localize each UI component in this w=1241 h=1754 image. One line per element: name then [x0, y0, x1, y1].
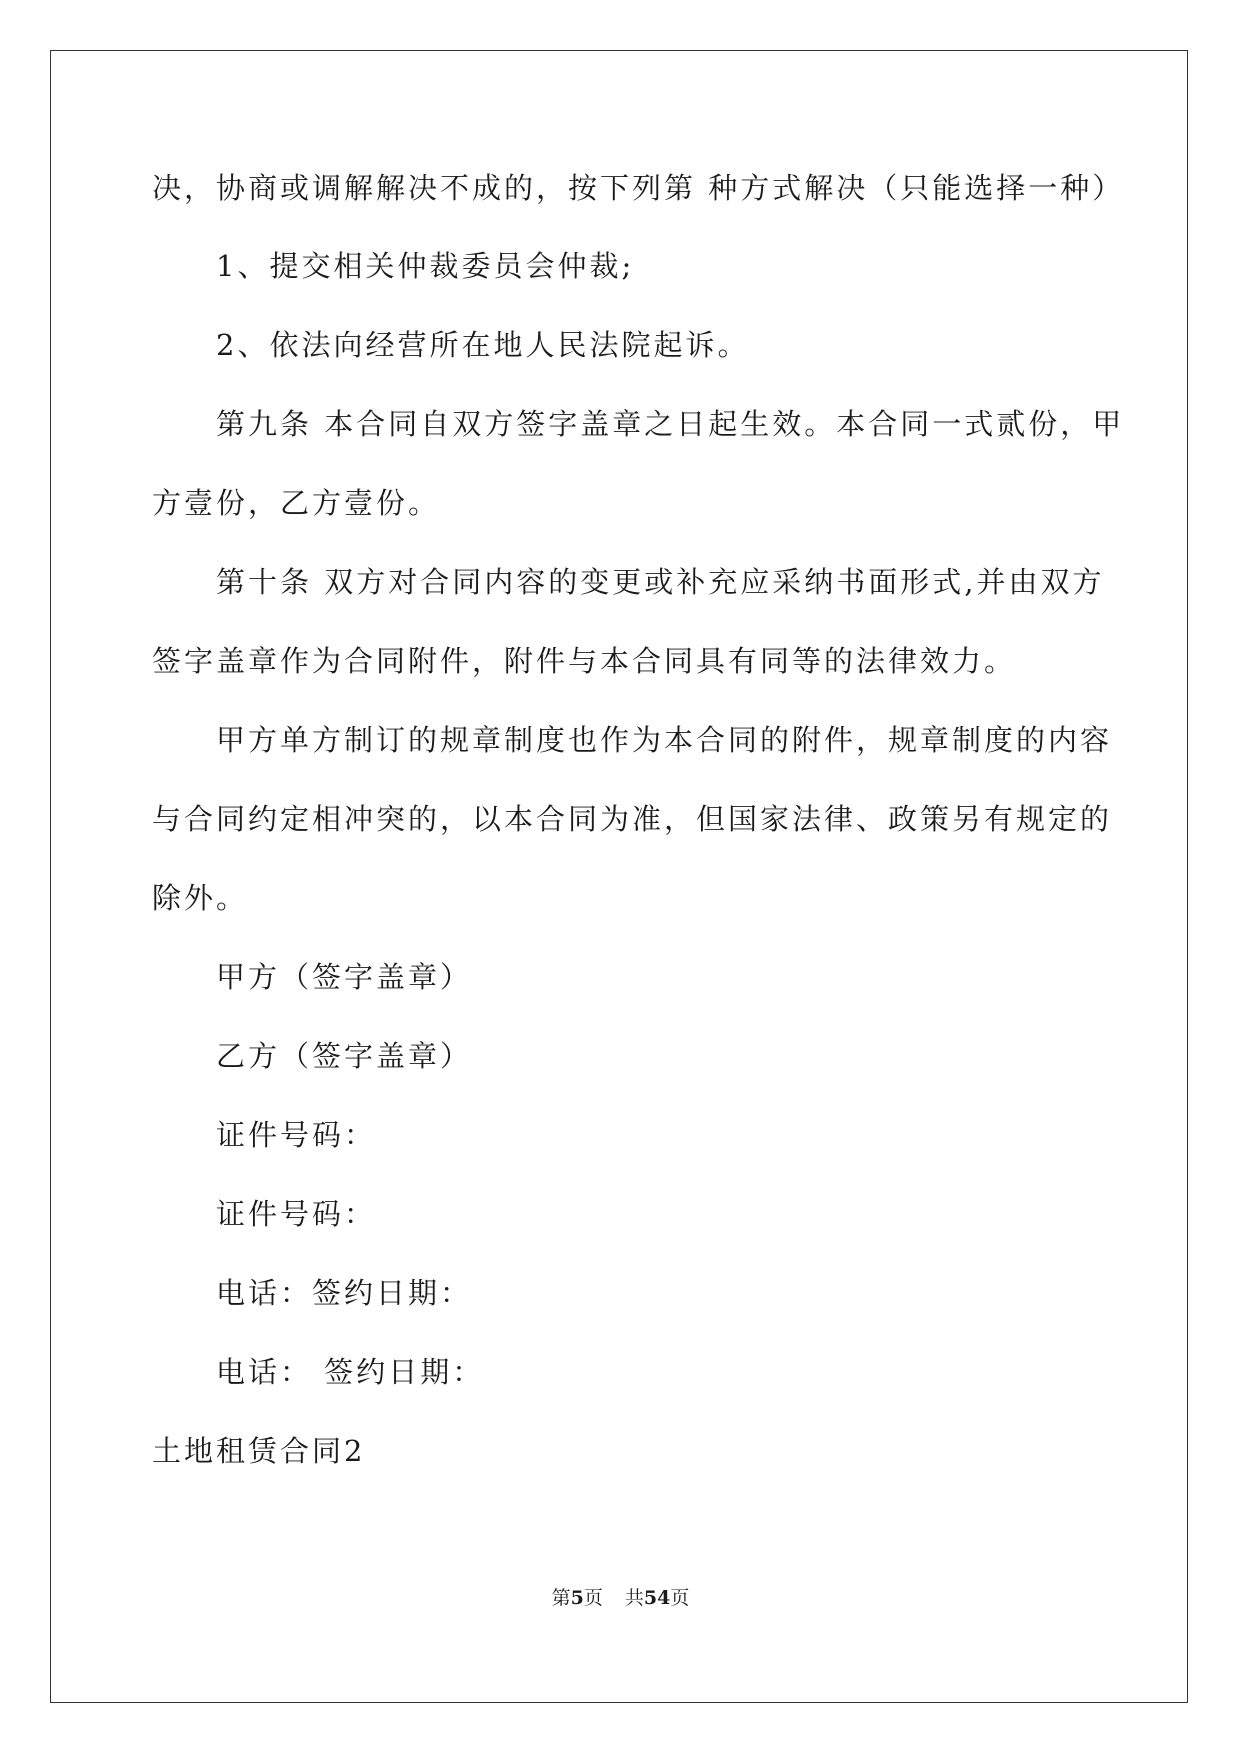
- signature-line-party-b: 乙方（签字盖章）: [216, 1039, 473, 1073]
- page-suffix: 页: [583, 1587, 603, 1609]
- paragraph-line: 除外。: [152, 881, 249, 915]
- paragraph-line: 第九条 本合同自双方签字盖章之日起生效。本合同一式贰份，甲: [216, 407, 1125, 441]
- paragraph-line: 决，协商或调解解决不成的，按下列第 种方式解决（只能选择一种）: [152, 171, 1125, 205]
- paragraph-line: 1、提交相关仲裁委员会仲裁;: [216, 249, 635, 283]
- paragraph-line: 2、依法向经营所在地人民法院起诉。: [216, 328, 750, 362]
- signature-line-party-a: 甲方（签字盖章）: [216, 960, 473, 994]
- total-prefix: 共: [624, 1587, 644, 1609]
- phone-date-line: 电话： 签约日期：: [216, 1355, 485, 1389]
- paragraph-line: 与合同约定相冲突的，以本合同为准，但国家法律、政策另有规定的: [152, 802, 1113, 836]
- page-prefix: 第: [551, 1587, 571, 1609]
- total-pages: 54: [643, 1587, 671, 1609]
- phone-date-line: 电话：签约日期：: [216, 1276, 473, 1310]
- paragraph-line: 签字盖章作为合同附件，附件与本合同具有同等的法律效力。: [152, 644, 1017, 678]
- page-footer: [0, 1586, 1241, 1610]
- section-heading: 土地租赁合同2: [152, 1434, 366, 1468]
- total-suffix: 页: [670, 1587, 690, 1609]
- id-number-line: 证件号码：: [216, 1118, 377, 1152]
- page-number: 5: [570, 1587, 584, 1609]
- paragraph-line: 甲方单方制订的规章制度也作为本合同的附件，规章制度的内容: [216, 723, 1113, 757]
- id-number-line: 证件号码：: [216, 1197, 377, 1231]
- paragraph-line: 方壹份，乙方壹份。: [152, 486, 441, 520]
- paragraph-line: 第十条 双方对合同内容的变更或补充应采纳书面形式,并由双方: [216, 565, 1105, 599]
